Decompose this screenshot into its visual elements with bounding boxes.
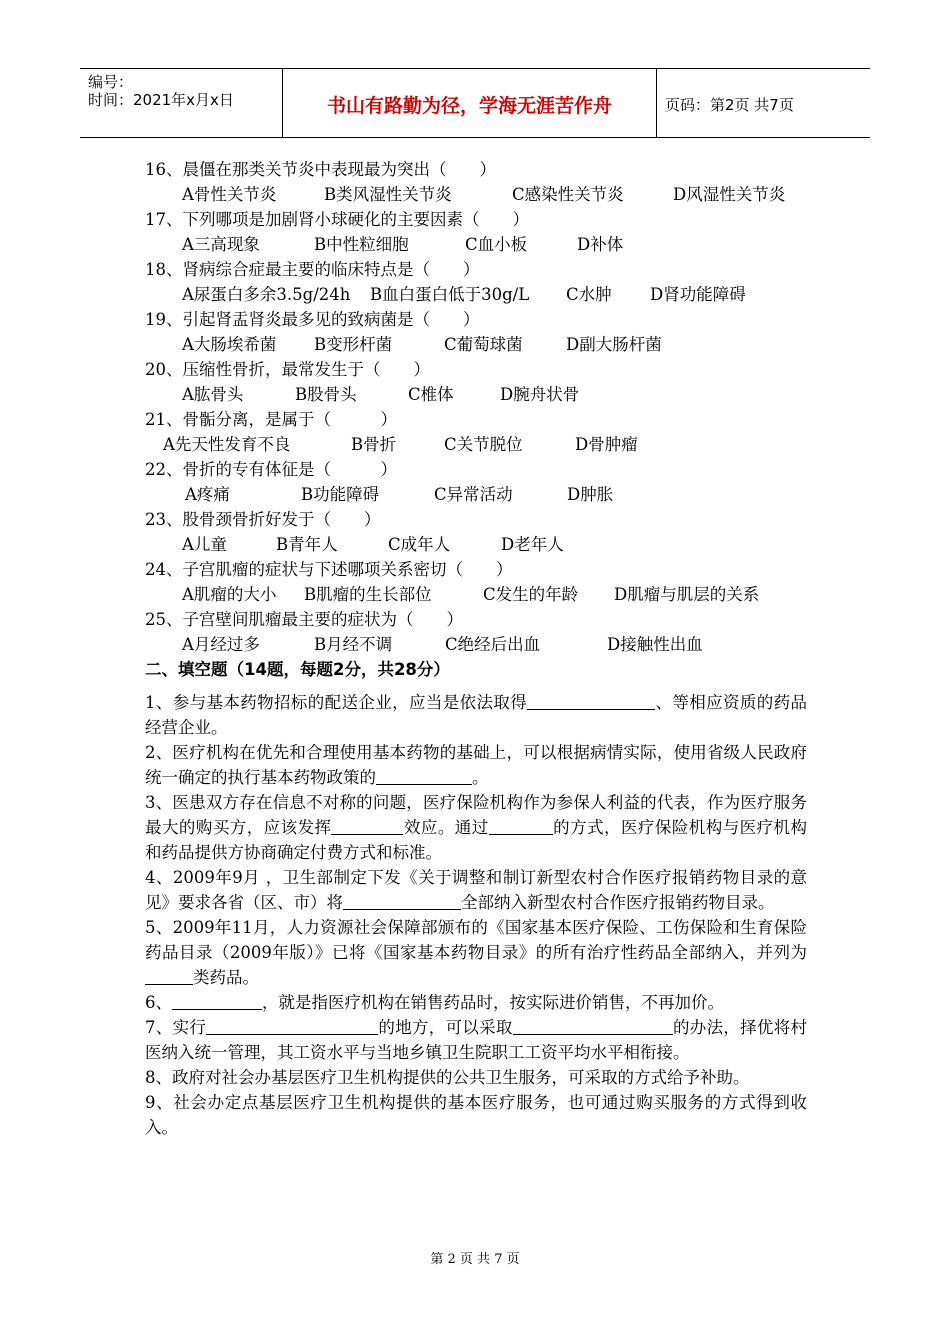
item-text: 3、医患双方存在信息不对称的问题，医疗保险机构作为参保人利益的代表，作为医疗服务最大的购买方，应该发挥 [145,793,807,837]
question-stem: 20、压缩性骨折，最常发生于（ ） [145,360,430,379]
fill-blank-item [145,1015,807,1065]
option: A肌瘤的大小 [182,585,277,604]
option: A疼痛 [185,485,230,504]
page-number-info: 页码：第2页 共7页 [665,96,794,114]
question-stem: 17、下列哪项是加剧肾小球硬化的主要因素（ ） [145,210,529,229]
question-options [145,232,807,257]
option: B功能障碍 [301,485,380,504]
option: D腕舟状骨 [500,385,580,404]
option: C成年人 [388,535,451,554]
item-text: ，就是指医疗机构在销售药品时，按实际进价销售，不再加价。 [262,993,724,1012]
answer-blank [513,1016,673,1035]
item-text: 7、实行 [145,1018,207,1037]
answer-blank [376,766,472,785]
page-footer: 第 2 页 共 7 页 [430,1252,520,1267]
option: B类风湿性关节炎 [324,185,452,204]
item-text: 5、2009年11月，人力资源社会保障部颁布的《国家基本医疗保险、工伤保险和生育保险药品目录（2009年版）》已将《国家基本药物目录》的所有治疗性药品全部纳入，并列为 [145,918,807,962]
question-stem: 25、子宫壁间肌瘤最主要的症状为（ ） [145,610,463,629]
option: B骨折 [351,435,397,454]
fill-blank-item [145,690,807,740]
option: C绝经后出血 [445,635,541,654]
option: D接触性出血 [607,635,703,654]
answer-blank [145,966,193,985]
fill-blank-item [145,790,807,865]
option: D肾功能障碍 [650,285,746,304]
option: B变形杆菌 [314,335,393,354]
option: C关节脱位 [444,435,523,454]
answer-blank [527,691,655,710]
option: A月经过多 [182,635,260,654]
option: A三高现象 [182,235,260,254]
answer-blank [331,816,403,835]
option: D补体 [577,235,624,254]
option: D老年人 [501,535,564,554]
page-content [145,157,807,1140]
option: A尿蛋白多余3.5g/24h [182,285,351,304]
item-text: 2、医疗机构在优先和合理使用基本药物的基础上，可以根据病情实际，使用省级人民政府统一确定的执行基本药物政策的 [145,743,807,787]
option: B月经不调 [314,635,393,654]
item-text: 类药品。 [193,968,259,987]
section-title: 二、填空题（14题，每题2分，共28分） [145,660,450,679]
item-text: 9、社会办定点基层医疗卫生机构提供的基本医疗服务，也可通过购买服务的方式得到收入。 [145,1093,807,1137]
fill-blank-item [145,865,807,915]
item-text: 8、政府对社会办基层医疗卫生机构提供的公共卫生服务，可采取的方式给予补助。 [145,1068,750,1087]
item-text: 4、2009年9月 ，卫生部制定下发《关于调整和制订新型农村合作医疗报销药物目录的意见》要求各省（区、市）将 [145,868,807,912]
option: C水肿 [566,285,612,304]
fill-blank-item [145,1090,807,1140]
item-text: 1、参与基本药物招标的配送企业，应当是依法取得 [145,693,528,712]
question-stem: 18、肾病综合症最主要的临床特点是（ ） [145,260,480,279]
option: A儿童 [182,535,227,554]
option: C发生的年龄 [483,585,579,604]
option: B股骨头 [295,385,357,404]
item-text: 6、 [145,993,172,1012]
option: D骨肿瘤 [575,435,638,454]
option: B肌瘤的生长部位 [304,585,432,604]
option: A肱骨头 [182,385,244,404]
question-options [145,432,807,457]
motto: 书山有路勤为径，学海无涯苦作舟 [326,95,612,117]
answer-blank [172,991,262,1010]
header-page-cell [657,69,870,137]
question-options [145,282,807,307]
header-meta-cell [80,69,283,137]
answer-blank [489,816,553,835]
option: B青年人 [276,535,338,554]
page-header [80,68,870,138]
fill-blank-item [145,740,807,790]
fill-blank-item [145,990,807,1015]
question-stem: 23、股骨颈骨折好发于（ ） [145,510,381,529]
option: A先天性发育不良 [163,435,291,454]
item-text: 的地方，可以采取 [378,1018,513,1037]
option: D副大肠杆菌 [566,335,662,354]
question-options [145,582,807,607]
item-text: 。 [472,768,489,787]
item-text: 的办法，择优将村医纳入统一管理，其工资水平与当地乡镇卫生院职工工资平均水平相衔接。 [145,1018,808,1062]
option: A骨性关节炎 [182,185,277,204]
option: C感染性关节炎 [512,185,624,204]
question-stem: 16、晨僵在那类关节炎中表现最为突出（ ） [145,160,496,179]
question-stem: 24、子宫肌瘤的症状与下述哪项关系密切（ ） [145,560,513,579]
question-options [145,482,807,507]
option: B中性粒细胞 [314,235,409,254]
question-stem: 22、骨折的专有体征是（ ） [145,460,397,479]
option: D风湿性关节炎 [673,185,786,204]
item-text: 效应。通过 [403,818,489,837]
fill-blank-item [145,915,807,990]
document-time-label: 时间：2021年x月x日 [88,91,234,109]
answer-blank [343,891,461,910]
answer-blank [206,1016,378,1035]
question-stem: 19、引起肾盂肾炎最多见的致病菌是（ ） [145,310,480,329]
option: A大肠埃希菌 [182,335,277,354]
option: C葡萄球菌 [444,335,523,354]
item-text: 全部纳入新型农村合作医疗报销药物目录。 [461,893,775,912]
question-stem: 21、骨骺分离，是属于（ ） [145,410,397,429]
document-number-label: 编号： [88,73,134,91]
header-motto-cell [283,69,657,137]
option: D肿胀 [567,485,614,504]
fill-blank-item [145,1065,807,1090]
question-options [145,632,807,657]
item-text: 、等相应资质的药品经营企业。 [145,693,807,737]
option: C椎体 [408,385,454,404]
question-options [145,182,807,207]
item-text: 的方式，医疗保险机构与医疗机构和药品提供方协商确定付费方式和标准。 [145,818,807,862]
question-options [145,532,807,557]
question-options [145,332,807,357]
question-options [145,382,807,407]
option: D肌瘤与肌层的关系 [614,585,760,604]
option: C血小板 [465,235,528,254]
option: C异常活动 [434,485,513,504]
option: B血白蛋白低于30g/L [370,285,530,304]
